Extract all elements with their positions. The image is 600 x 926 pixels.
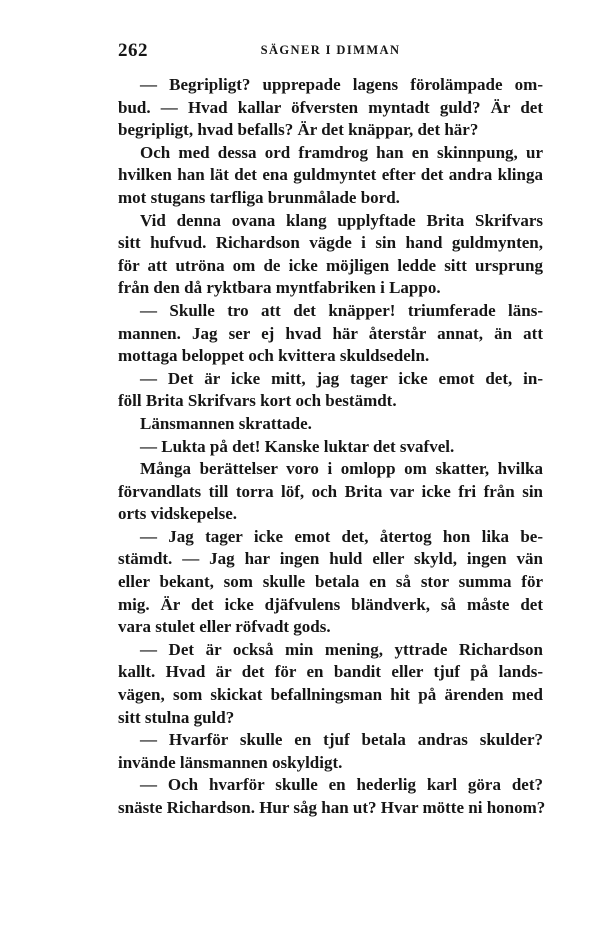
text-line: föll Brita Skrifvars kort och bestämdt. [118, 391, 397, 411]
text-line: orts vidskepelse. [118, 504, 237, 524]
text-line: mig. Är det icke djäfvulens bländverk, så måste det [118, 594, 543, 614]
text-line: — Och hvarför skulle en hederlig karl göra det? [140, 775, 543, 795]
text-line: — Det är icke mitt, jag tager icke emot det, in- [140, 368, 543, 388]
text-line: för att utröna om de icke möjligen ledde sitt ursprung [118, 255, 543, 275]
text-line: stämdt. — Jag har ingen huld eller skyld, ingen vän [118, 549, 543, 569]
text-line: bud. — Hvad kallar öfversten myntadt guld? Är det [118, 97, 543, 117]
text-line: hvilken han lät det ena guldmyntet efter det andra klinga [118, 165, 543, 185]
text-line: Många berättelser voro i omlopp om skatter, hvilka [140, 459, 543, 479]
text-line: invände länsmannen oskyldigt. [118, 752, 343, 772]
text-line: begripligt, hvad befalls? Är det knäppar, det här? [118, 120, 479, 140]
text-line: vara stulet eller röfvadt gods. [118, 617, 331, 637]
text-line: snäste Richardson. Hur såg han ut? Hvar mötte ni honom? [118, 798, 546, 817]
page-number: 262 [118, 40, 148, 61]
text-line: mottaga beloppet och kvittera skuldsedeln. [118, 346, 430, 366]
text-line: mannen. Jag ser ej hvad här återstår annat, än att [118, 323, 543, 343]
text-line: — Begripligt? upprepade lagens förolämpade om- [140, 75, 543, 94]
text-line: Länsmannen skrattade. [140, 413, 312, 433]
text-line: mot stugans tarfliga brunmålade bord. [118, 187, 400, 207]
text-line: — Lukta på det! Kanske luktar det svafvel. [140, 436, 455, 456]
text-line: förvandlats till torra löf, och Brita var icke fri från sin [118, 481, 543, 501]
text-line: — Skulle tro att det knäpper! triumferade läns- [140, 300, 543, 320]
text-line: Och med dessa ord framdrog han en skinnpung, ur [140, 142, 543, 162]
text-line: — Det är också min mening, yttrade Richardson [140, 639, 543, 659]
text-line: från den då ryktbara myntfabriken i Lappo. [118, 278, 441, 298]
text-line: Vid denna ovana klang upplyftade Brita Skrifvars [140, 210, 543, 230]
text-line: kallt. Hvad är det för en bandit eller tjuf på lands- [118, 662, 543, 682]
text-line: sitt hufvud. Richardson vägde i sin hand guldmynten, [118, 233, 543, 253]
text-line: sitt stulna guld? [118, 707, 235, 727]
running-header [118, 40, 543, 64]
body-text [118, 74, 546, 820]
text-line: — Hvarför skulle en tjuf betala andras skulder? [140, 730, 543, 750]
text-line: — Jag tager icke emot det, återtog hon lika be- [140, 526, 543, 546]
text-line: eller bekant, som skulle betala en så stor summa för [118, 572, 543, 592]
running-title: SÄGNER I DIMMAN [260, 43, 401, 57]
text-line: vägen, som skickat befallningsman hit på ärenden med [118, 685, 543, 705]
